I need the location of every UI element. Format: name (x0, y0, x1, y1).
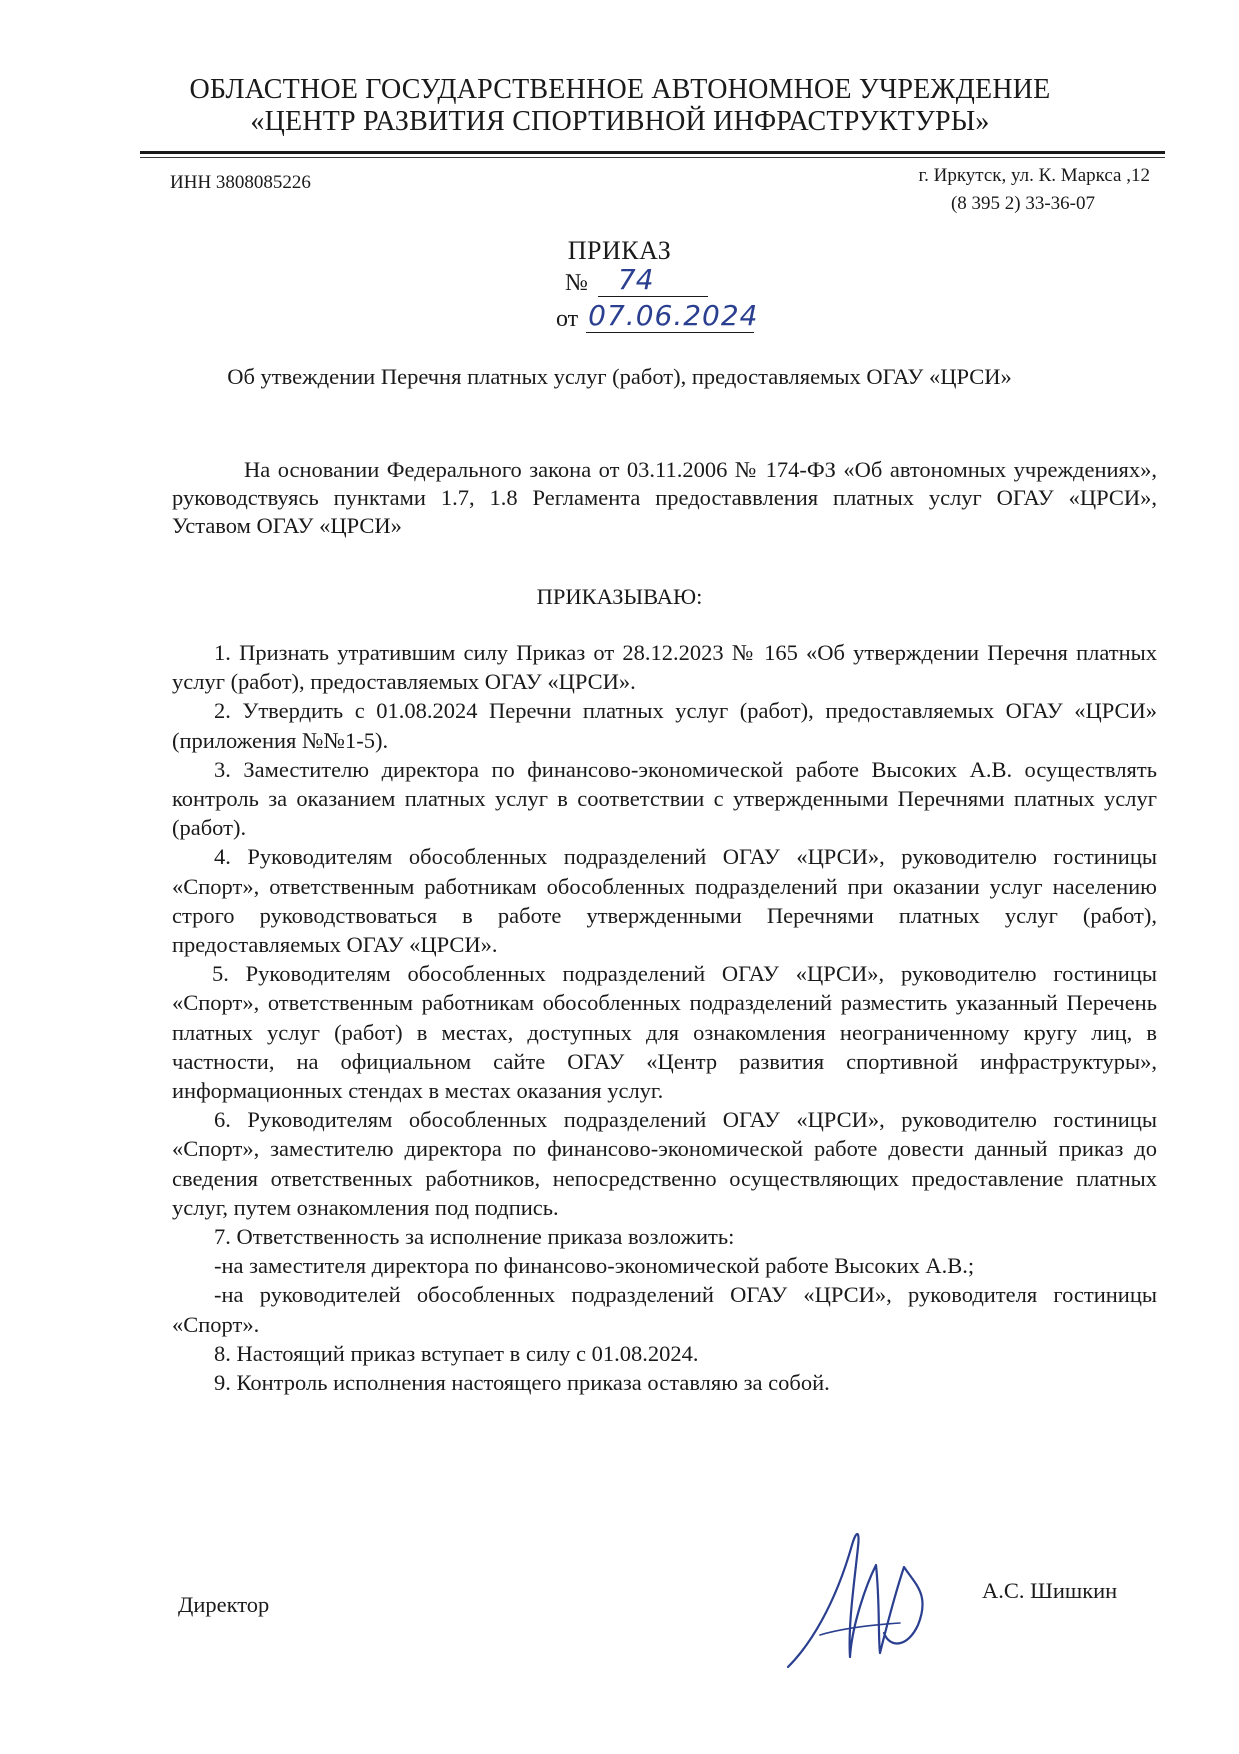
signatory-position: Директор (178, 1592, 270, 1617)
order-item-6: 6. Руководителям обособленных подразделений ОГАУ «ЦРСИ», руководителю гостиницы «Спорт», заместителю директора по финансово-экономической работе довести данный приказ до сведения ответственных работников, непосредственно осуществляющих предоставление платных услуг, путем ознакомления под подпись. (172, 1107, 1157, 1220)
number-label: № (565, 270, 588, 296)
order-item-2: 2. Утвердить с 01.08.2024 Перечни платных услуг (работ), предоставляемых ОГАУ «ЦРСИ» (приложения №№1-5). (172, 698, 1157, 753)
organization-name-line-1: ОБЛАСТНОЕ ГОСУДАРСТВЕННОЕ АВТОНОМНОЕ УЧРЕЖДЕНИЕ (189, 74, 1051, 105)
organization-name-line-2: «ЦЕНТР РАЗВИТИЯ СПОРТИВНОЙ ИНФРАСТРУКТУРЫ» (250, 106, 990, 137)
address: г. Иркутск, ул. К. Маркса ,12 (918, 165, 1150, 186)
order-item-7: 7. Ответственность за исполнение приказа возложить: (214, 1224, 735, 1250)
date-underline (586, 299, 759, 333)
order-items (172, 638, 1157, 1397)
order-item-3: 3. Заместителю директора по финансово-экономической работе Высоких А.В. осуществлять контроль за оказанием платных услуг в соответствии с утвержденными Перечнями платных услуг (работ). (172, 756, 1157, 841)
header-divider-thin (140, 157, 1165, 158)
address-block (830, 162, 1150, 218)
number-underline (598, 263, 708, 297)
order-number-line (565, 263, 708, 297)
phone-number: (8 395 2) 33-36-07 (950, 193, 1095, 214)
handwritten-order-number: 74 (617, 263, 654, 296)
order-item-4: 4. Руководителям обособленных подразделений ОГАУ «ЦРСИ», руководителю гостиницы «Спорт», ответственным работникам обособленных подразделений при оказании услуг населению строго руководствоваться в работе утвержденными Перечнями платных услуг (работ), предоставляемых ОГАУ «ЦРСИ». (172, 844, 1157, 958)
order-item-9: 9. Контроль исполнения настоящего приказа оставляю за собой. (214, 1370, 830, 1396)
order-item-8: 8. Настоящий приказ вступает в силу с 01.08.2024. (214, 1340, 699, 1366)
document-title: ПРИКАЗ (567, 236, 672, 265)
order-directive-heading: ПРИКАЗЫВАЮ: (536, 584, 703, 609)
order-item-7-sub-2: -на руководителей обособленных подразделений ОГАУ «ЦРСИ», руководителя гостиницы «Спорт». (172, 1282, 1157, 1337)
handwritten-signature (780, 1525, 950, 1675)
order-preamble: На основании Федерального закона от 03.11.2006 № 174-ФЗ «Об автономных учреждениях», руководствуясь пунктами 1.7, 1.8 Регламента предоставвления платных услуг ОГАУ «ЦРСИ», Уставом ОГАУ «ЦРСИ» (172, 457, 1157, 538)
header-divider (140, 151, 1165, 154)
date-label: от (556, 306, 579, 332)
order-date-line (556, 299, 759, 333)
order-item-7-sub-1: -на заместителя директора по финансово-экономической работе Высоких А.В.; (214, 1253, 975, 1279)
inn-number: ИНН 3808085226 (170, 172, 311, 193)
signatory-name: А.С. Шишкин (982, 1578, 1118, 1603)
order-item-1: 1. Признать утратившим силу Приказ от 28.12.2023 № 165 «Об утверждении Перечня платных услуг (работ), предоставляемых ОГАУ «ЦРСИ». (172, 640, 1157, 695)
order-subject: Об утвеждении Перечня платных услуг (работ), предоставляемых ОГАУ «ЦРСИ» (227, 364, 1012, 389)
order-item-5: 5. Руководителям обособленных подразделений ОГАУ «ЦРСИ», руководителю гостиницы «Спорт», ответственным работникам обособленных подразделений разместить указанный Перечень платных услуг (работ) в местах, доступных для ознакомления неограниченному кругу лиц, в частности, на официальном сайте ОГАУ «Центр развития спортивной инфраструктуры», информационных стендах в местах оказания услуг. (172, 961, 1157, 1104)
handwritten-order-date: 07.06.2024 (588, 299, 759, 332)
